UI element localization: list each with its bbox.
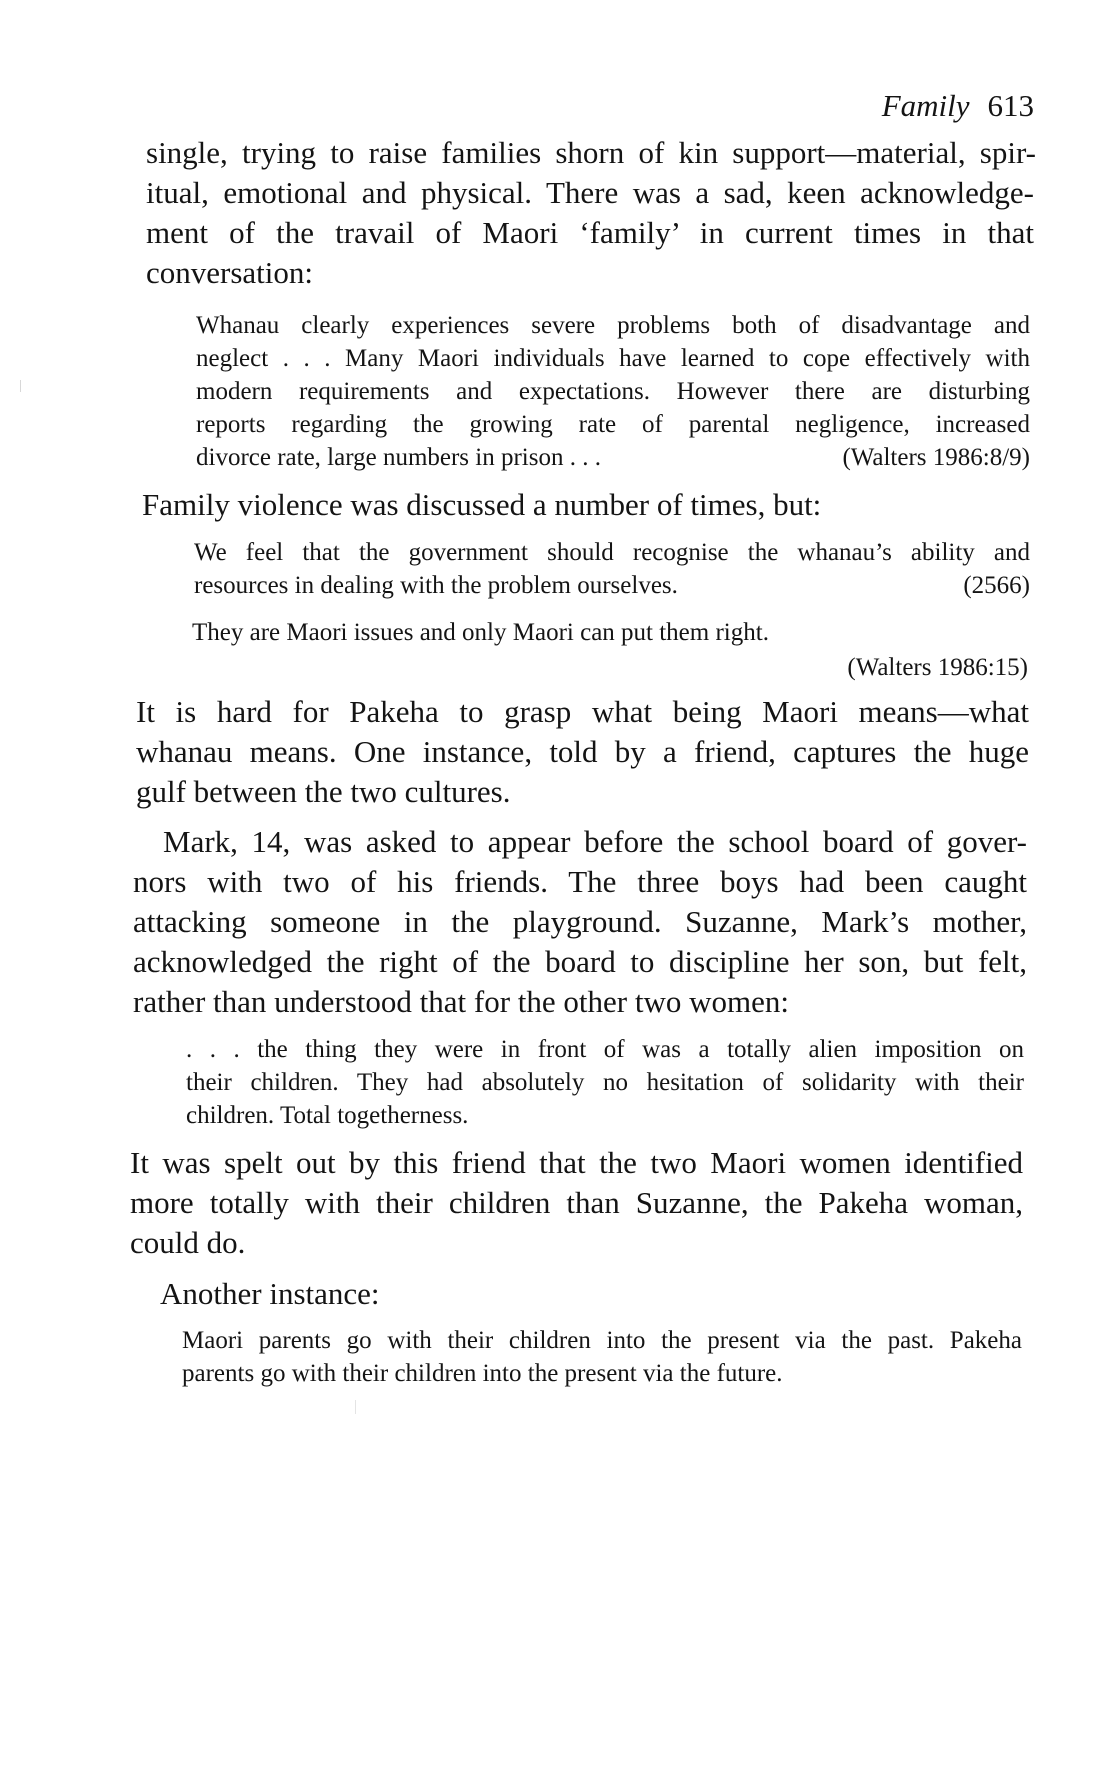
quote-3-citation: (Walters 1986:15) xyxy=(847,654,1028,681)
paragraph-1-line: itual, emotional and physical. There was a sad, keen acknowledge- xyxy=(146,175,1034,210)
quote-4-line: . . . the thing they were in front of was a totally alien imposition on xyxy=(186,1036,1024,1063)
quote-5-line: Maori parents go with their children into the present via the past. Pakeha xyxy=(182,1327,1022,1354)
page-number: 613 xyxy=(987,88,1034,123)
scan-mark xyxy=(20,380,21,392)
quote-2-text: resources in dealing with the problem ourselves. xyxy=(194,572,678,599)
paragraph-3-line: whanau means. One instance, told by a friend, captures the huge xyxy=(136,734,1029,769)
paragraph-5-line: more totally with their children than Suzanne, the Pakeha woman, xyxy=(130,1185,1023,1220)
paragraph-1-line: conversation: xyxy=(146,255,314,290)
paragraph-2: Family violence was discussed a number of times, but: xyxy=(142,487,822,522)
quote-2-line: We feel that the government should recognise the whanau’s ability and xyxy=(194,539,1030,566)
quote-4-line: their children. They had absolutely no hesitation of solidarity with their xyxy=(186,1069,1024,1096)
paragraph-4-line: nors with two of his friends. The three boys had been caught xyxy=(133,864,1027,899)
paragraph-4-line: Mark, 14, was asked to appear before the school board of gover- xyxy=(163,824,1027,859)
paragraph-1-line: ment of the travail of Maori ‘family’ in current times in that xyxy=(146,215,1034,250)
paragraph-5-line: could do. xyxy=(130,1225,246,1260)
quote-2-citation: (2566) xyxy=(963,572,1030,599)
quote-2-last-line xyxy=(194,573,1030,598)
running-header-section: Family xyxy=(881,88,970,123)
quote-4-line: children. Total togetherness. xyxy=(186,1102,469,1129)
quote-3-text: They are Maori issues and only Maori can put them right. xyxy=(192,619,769,646)
quote-1-line: modern requirements and expectations. However there are disturbing xyxy=(196,378,1030,405)
paragraph-5-line: It was spelt out by this friend that the two Maori women identified xyxy=(130,1145,1023,1180)
paragraph-4-line: acknowledged the right of the board to discipline her son, but felt, xyxy=(133,944,1027,979)
quote-1-text: divorce rate, large numbers in prison . . . xyxy=(196,444,601,471)
paragraph-1-line: single, trying to raise families shorn of kin support—material, spir- xyxy=(146,135,1036,170)
quote-1-line: Whanau clearly experiences severe problems both of disadvantage and xyxy=(196,312,1030,339)
scan-mark xyxy=(355,1400,356,1414)
paragraph-3-line: gulf between the two cultures. xyxy=(136,774,511,809)
paragraph-3-line: It is hard for Pakeha to grasp what being Maori means—what xyxy=(136,694,1029,729)
quote-1-citation: (Walters 1986:8/9) xyxy=(842,444,1030,471)
quote-1-line: reports regarding the growing rate of parental negligence, increased xyxy=(196,411,1030,438)
running-header xyxy=(882,88,1034,124)
quote-1-line: neglect . . . Many Maori individuals have learned to cope effectively with xyxy=(196,345,1030,372)
quote-1-last-line xyxy=(196,445,1030,470)
paragraph-4-line: rather than understood that for the other two women: xyxy=(133,984,789,1019)
paragraph-4-line: attacking someone in the playground. Suzanne, Mark’s mother, xyxy=(133,904,1027,939)
paragraph-6: Another instance: xyxy=(160,1276,380,1311)
quote-5-line: parents go with their children into the present via the future. xyxy=(182,1360,783,1387)
